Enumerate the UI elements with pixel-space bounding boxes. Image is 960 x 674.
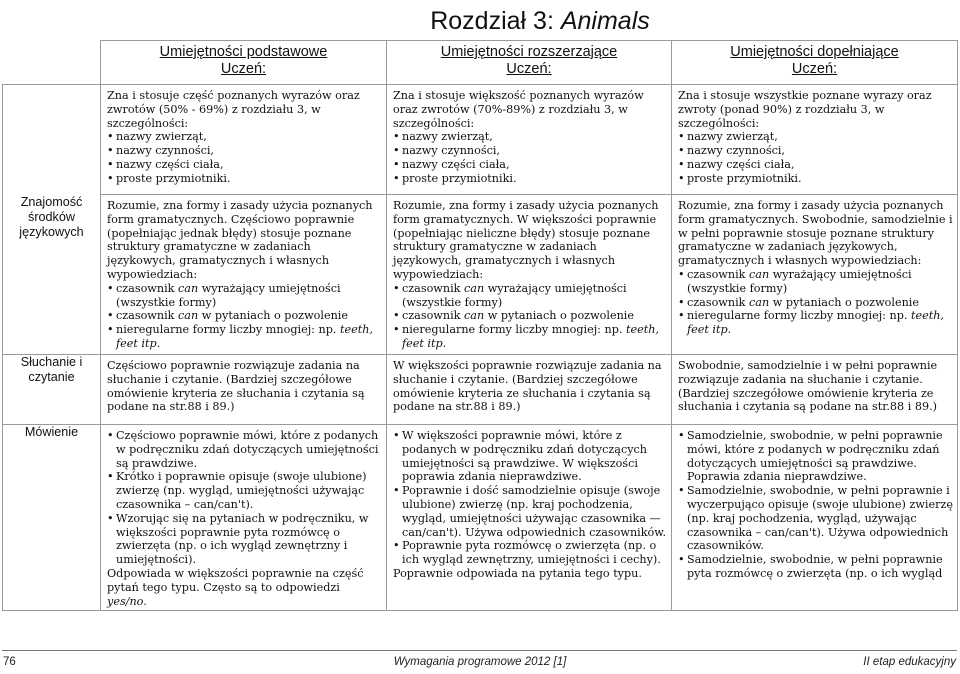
cell-listening-complementary: Swobodnie, samodzielnie i w pełni poprawnie rozwiązuje zadania na słuchanie i czytanie. (Bardziej szczegółowe omówienie kryteria ze słuchania i czytania są podane na str.88 i 89.) — [672, 355, 958, 425]
cell-vocab-complementary — [672, 85, 958, 195]
list-item: • proste przymiotniki. — [393, 172, 667, 186]
title-emphasis: Animals — [560, 7, 650, 35]
list-item: • czasownik can wyrażający umiejętności (wszystkie formy) — [678, 268, 953, 296]
list-item: • Samodzielnie, swobodnie, w pełni poprawnie pyta rozmówcę o zwierzęta (np. o ich wygląd — [678, 553, 953, 581]
list-item: • proste przymiotniki. — [678, 172, 953, 186]
speaking-extended-outro: Poprawnie odpowiada na pytania tego typu. — [393, 566, 642, 580]
footer-center-text: Wymagania programowe 2012 [1] — [393, 656, 567, 668]
list-item: • proste przymiotniki. — [107, 172, 382, 186]
cell-vocab-basic — [101, 85, 387, 195]
list-item: • czasownik can wyrażający umiejętności (wszystkie formy) — [393, 282, 667, 310]
list-item: • nazwy części ciała, — [393, 158, 667, 172]
cell-speaking-extended — [387, 425, 672, 611]
list-item: • nieregularne formy liczby mnogiej: np. teeth, feet itp. — [107, 323, 382, 351]
list-item: • Krótko i poprawnie opisuje (swoje ulubione) zwierzę (np. wygląd, umiejętności używając czasownika – can/can't). — [107, 470, 382, 511]
cell-listening-basic: Częściowo poprawnie rozwiązuje zadania na słuchanie i czytanie. (Bardziej szczegółowe omówienie kryteria ze słuchania i czytania są podane na str.88 i 89.) — [101, 355, 387, 425]
list-item: • nazwy części ciała, — [107, 158, 382, 172]
list-item: • Poprawnie pyta rozmówcę o zwierzęta (np. o ich wygląd zewnętrzny, umiejętności i cechy). — [393, 539, 667, 567]
header-basic-skills — [101, 41, 387, 85]
list-item: • nieregularne formy liczby mnogiej: np. teeth, feet itp. — [678, 309, 953, 337]
list-item: • czasownik can w pytaniach o pozwolenie — [107, 309, 382, 323]
list-item: • nazwy zwierząt, — [107, 130, 382, 144]
list-item: • Poprawnie i dość samodzielnie opisuje (swoje ulubione) zwierzę (np. kraj pochodzenia, wygląd, umiejętności używając czasownika — can/can't). Używa odpowiednich czasowników. — [393, 484, 667, 539]
cell-grammar-basic — [101, 195, 387, 355]
list-item: • czasownik can w pytaniach o pozwolenie — [393, 309, 667, 323]
cell-speaking-complementary — [672, 425, 958, 611]
row-label-speaking: Mówienie — [3, 425, 101, 611]
grammar-complementary-list — [678, 268, 953, 337]
list-item: • Samodzielnie, swobodnie, w pełni poprawnie i wyczerpująco opisuje (swoje ulubione) zwierzę (np. kraj pochodzenia, wygląd, używając czasownika – can/can't). Używa odpowiednich czasowników. — [678, 484, 953, 553]
header-row — [3, 41, 958, 85]
list-item: • nazwy czynności, — [678, 144, 953, 158]
vocab-complementary-intro: Zna i stosuje wszystkie poznane wyrazy oraz zwroty (ponad 90%) z rozdziału 3, w szczególności: — [678, 89, 932, 130]
row-vocabulary — [3, 85, 958, 195]
list-item: • nazwy części ciała, — [678, 158, 953, 172]
vocab-basic-intro: Zna i stosuje część poznanych wyrazów oraz zwrotów (50% - 69%) z rozdziału 3, w szczególności: — [107, 89, 360, 130]
header-extended-skills — [387, 41, 672, 85]
header-complementary-student: Uczeń: — [791, 61, 838, 77]
row-speaking — [3, 425, 958, 611]
grammar-basic-list — [107, 282, 382, 351]
vocab-extended-intro: Zna i stosuje większość poznanych wyrazów oraz zwrotów (70%-89%) z rozdziału 3, w szczególności: — [393, 89, 644, 130]
cell-speaking-basic — [101, 425, 387, 611]
footer-divider — [2, 650, 957, 651]
list-item: • nieregularne formy liczby mnogiej: np. teeth, feet itp. — [393, 323, 667, 351]
document-title — [390, 6, 690, 36]
row-label-language-means: Znajomość środków językowych — [3, 195, 101, 355]
requirements-table — [2, 40, 958, 611]
cell-vocab-extended — [387, 85, 672, 195]
list-item: • Samodzielnie, swobodnie, w pełni poprawnie mówi, które z podanych w podręczniku zdań dotyczących umiejętności są prawdziwe. Poprawia zdania nieprawdziwe. — [678, 429, 953, 484]
title-prefix: Rozdział 3: — [430, 7, 561, 35]
list-item: • W większości poprawnie mówi, które z podanych w podręczniku zdań dotyczących umiejętności są prawdziwe. W większości poprawia zdania nieprawdziwe. — [393, 429, 667, 484]
speaking-basic-list — [107, 429, 382, 567]
row-listening-reading — [3, 355, 958, 425]
header-complementary-title: Umiejętności dopełniające — [730, 44, 899, 60]
vocab-basic-list — [107, 130, 382, 185]
speaking-complementary-list — [678, 429, 953, 581]
speaking-extended-list — [393, 429, 667, 567]
grammar-basic-intro: Rozumie, zna formy i zasady użycia poznanych form gramatycznych. Częściowo poprawnie (popełniając jednak błędy) stosuje poznane struktury gramatyczne w zadaniach językowych, gramatycznych i własnych wypowiedziach: — [107, 199, 373, 281]
speaking-basic-outro: Odpowiada w większości poprawnie na część pytań tego typu. Często są to odpowiedzi yes/no. — [107, 566, 364, 608]
list-item: • Częściowo poprawnie mówi, które z podanych w podręczniku zdań dotyczących umiejętności są prawdziwe. — [107, 429, 382, 470]
list-item: • nazwy czynności, — [107, 144, 382, 158]
header-extended-student: Uczeń: — [506, 61, 552, 77]
list-item: • nazwy zwierząt, — [393, 130, 667, 144]
cell-grammar-complementary — [672, 195, 958, 355]
grammar-extended-intro: Rozumie, zna formy i zasady użycia poznanych form gramatycznych. W większości poprawnie (popełniając nieliczne błędy) stosuje poznane struktury gramatyczne w zadaniach językowych, gramatycznych i własnych wypowiedziach: — [393, 199, 659, 281]
header-extended-title: Umiejętności rozszerzające — [440, 44, 618, 60]
vocab-extended-list — [393, 130, 667, 185]
cell-listening-extended: W większości poprawnie rozwiązuje zadania na słuchanie i czytanie. (Bardziej szczegółowe omówienie kryteria ze słuchania i czytania są podane na str.88 i 89.) — [387, 355, 672, 425]
row-label-listening-reading: Słuchanie i czytanie — [3, 355, 101, 425]
list-item: • nazwy zwierząt, — [678, 130, 953, 144]
grammar-complementary-intro: Rozumie, zna formy i zasady użycia poznanych form gramatycznych. Swobodnie, samodzielnie i w pełni poprawnie stosuje poznane struktury gramatyczne w zadaniach językowych, gramatycznych i własnych wypowiedziach: — [678, 199, 953, 268]
list-item: • Wzorując się na pytaniach w podręczniku, w większości poprawnie pyta rozmówcę o zwierzęta (np. o ich wygląd zewnętrzny i umiejętności). — [107, 512, 382, 567]
list-item: • czasownik can w pytaniach o pozwolenie — [678, 296, 953, 310]
row-grammar — [3, 195, 958, 355]
footer-right-text: II etap edukacyjny — [863, 656, 956, 668]
row-label-vocabulary — [3, 85, 101, 195]
header-complementary-skills — [672, 41, 958, 85]
header-basic-title: Umiejętności podstawowe — [159, 44, 328, 60]
cell-grammar-extended — [387, 195, 672, 355]
header-corner — [3, 41, 101, 85]
list-item: • czasownik can wyrażający umiejętności (wszystkie formy) — [107, 282, 382, 310]
grammar-extended-list — [393, 282, 667, 351]
list-item: • nazwy czynności, — [393, 144, 667, 158]
header-basic-student: Uczeń: — [220, 61, 267, 77]
page-number: 76 — [3, 656, 16, 668]
vocab-complementary-list — [678, 130, 953, 185]
